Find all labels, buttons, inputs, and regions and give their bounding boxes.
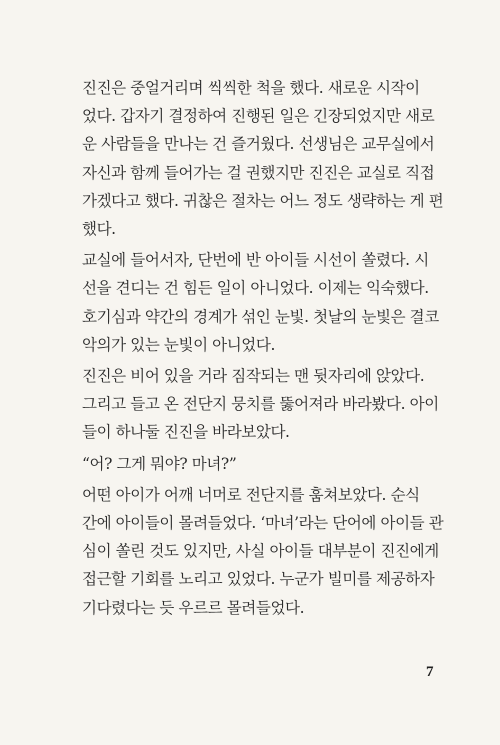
body-text xyxy=(65,74,445,625)
text-line: 진진은 중얼거리며 씩씩한 척을 했다. 새로운 시작이 xyxy=(82,79,420,97)
text-line: 심이 쏠린 것도 있지만, 사실 아이들 대부분이 진진에게 xyxy=(82,542,439,561)
text-line: 호기심과 약간의 경계가 섞인 눈빛. 첫날의 눈빛은 결코 xyxy=(82,307,439,326)
paragraph-5 xyxy=(65,481,445,622)
paragraph-3 xyxy=(65,362,445,447)
text-line: 간에 아이들이 몰려들었다. ‘마녀’라는 단어에 아이들 관 xyxy=(82,514,444,533)
text-line: 진진은 비어 있을 거라 짐작되는 맨 뒷자리에 앉았다. xyxy=(82,367,425,386)
text-line: 었다. 갑자기 결정하여 진행된 일은 긴장되었지만 새로 xyxy=(82,107,435,126)
text-line: “어? 그게 뭐야? 마녀?” xyxy=(82,454,237,473)
text-line: 가겠다고 했다. 귀찮은 절차는 어느 정도 생략하는 게 편 xyxy=(82,191,444,210)
paragraph-4 xyxy=(65,450,445,478)
page-number: 7 xyxy=(426,664,434,680)
text-line: 접근할 기회를 노리고 있었다. 누군가 빌미를 제공하자 xyxy=(82,570,435,589)
text-line: 기다렸다는 듯 우르르 몰려들었다. xyxy=(82,598,305,617)
paragraph-2 xyxy=(65,246,445,359)
text-line: 그리고 들고 온 전단지 뭉치를 뚫어져라 바라봤다. 아이 xyxy=(82,395,439,414)
text-line: 운 사람들을 만나는 건 즐거웠다. 선생님은 교무실에서 xyxy=(82,135,435,154)
text-line: 자신과 함께 들어가는 걸 권했지만 진진은 교실로 직접 xyxy=(82,163,435,182)
text-line: 선을 견디는 건 힘든 일이 아니었다. 이제는 익숙했다. xyxy=(82,279,429,298)
text-line: 들이 하나둘 진진을 바라보았다. xyxy=(82,423,290,442)
text-line: 악의가 있는 눈빛이 아니었다. xyxy=(82,335,275,354)
text-line: 어떤 아이가 어깨 너머로 전단지를 훔쳐보았다. 순식 xyxy=(82,485,420,504)
text-line: 교실에 들어서자, 단번에 반 아이들 시선이 쏠렸다. 시 xyxy=(82,251,429,270)
text-line: 했다. xyxy=(82,220,116,239)
paragraph-1 xyxy=(65,74,445,243)
